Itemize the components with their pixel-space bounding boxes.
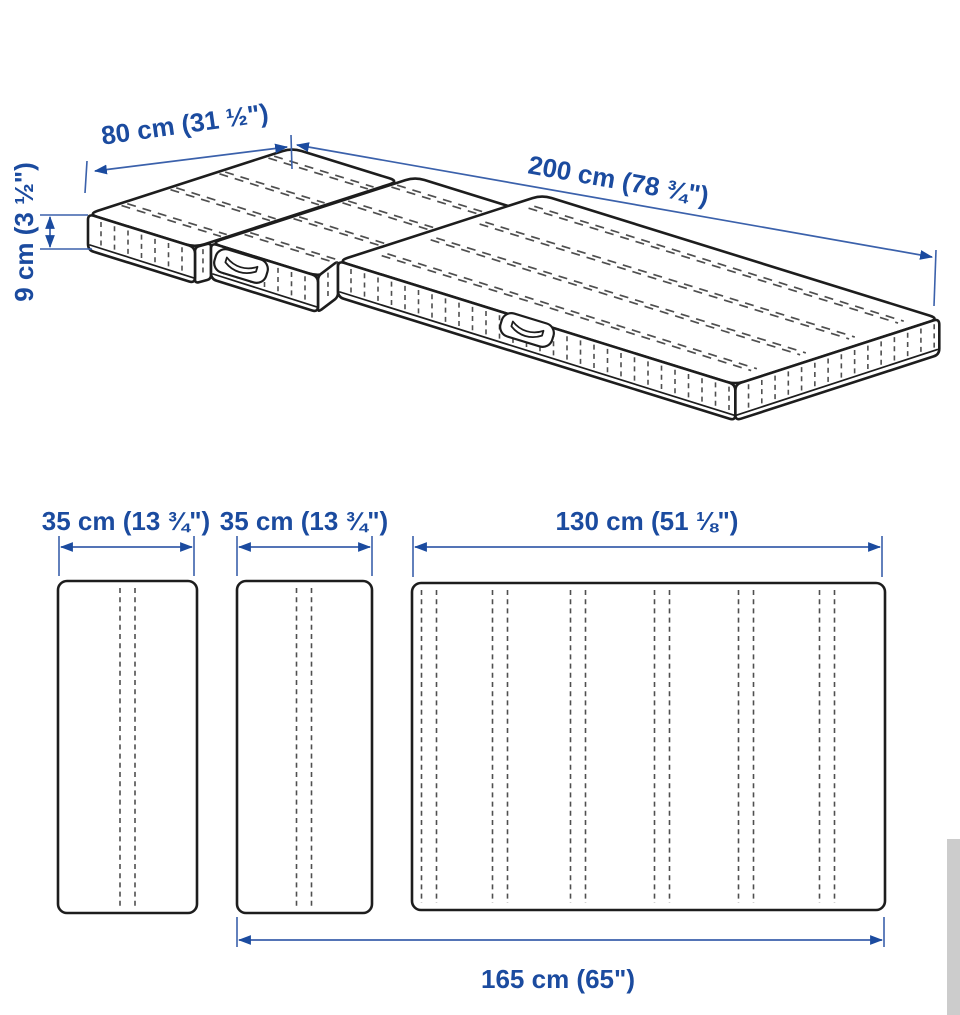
width-extension-line-right xyxy=(291,135,292,169)
perspective-view-artwork xyxy=(88,150,939,420)
main-section-dimension-label: 130 cm (51 ⅛") xyxy=(555,506,739,536)
flat-view-artwork xyxy=(58,581,885,913)
width-dimension-label: 80 cm (31 ½") xyxy=(99,97,271,151)
height-dimension-label: 9 cm (3 ½") xyxy=(9,162,39,302)
scrollbar-thumb-fragment[interactable] xyxy=(947,839,960,1015)
length-extension-line-right xyxy=(934,250,936,306)
combined-dimension-label: 165 cm (65") xyxy=(481,964,635,994)
flat-section-outline xyxy=(237,581,372,913)
section2-dimension-label: 35 cm (13 ¾") xyxy=(219,506,389,536)
flat-section xyxy=(58,581,197,913)
width-extension-line-left xyxy=(85,161,87,193)
flat-section-outline xyxy=(58,581,197,913)
flat-section xyxy=(237,581,372,913)
length-dimension-label: 200 cm (78 ¾") xyxy=(525,149,712,211)
section1-dimension-label: 35 cm (13 ¾") xyxy=(41,506,211,536)
flat-section-outline xyxy=(412,583,885,910)
flat-section xyxy=(412,583,885,910)
